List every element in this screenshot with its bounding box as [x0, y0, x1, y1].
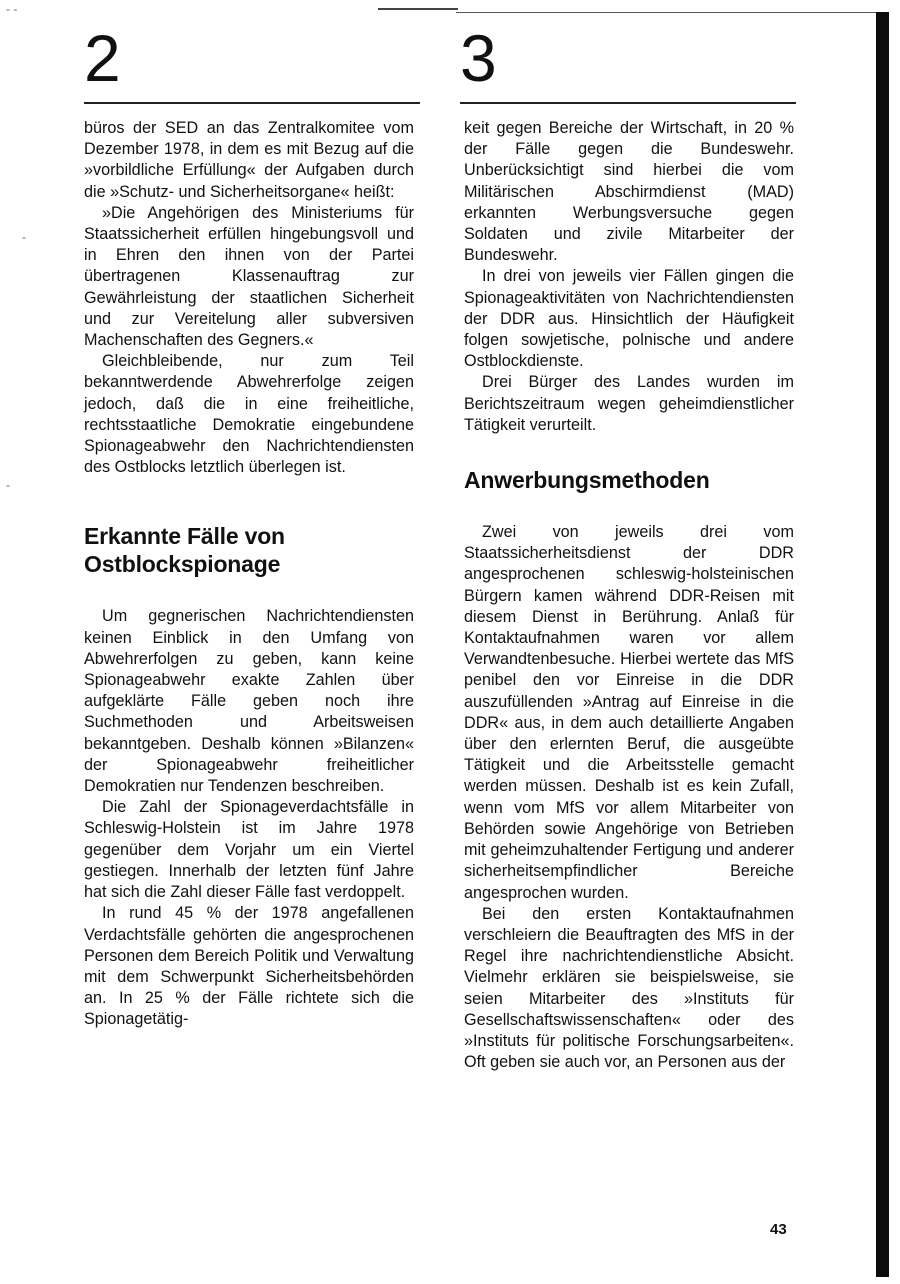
paragraph: Die Zahl der Spionageverdachtsfälle in Schleswig-Holstein ist im Jahre 1978 gegenüber dem Vorjahr um ein Viertel gestiegen. Innerhalb der letzten fünf Jahre hat sich die Zahl dieser Fälle fast verdoppelt.	[84, 798, 414, 902]
left-column	[84, 118, 414, 1031]
paragraph: keit gegen Bereiche der Wirtschaft, in 20 % der Fälle gegen die Bundeswehr. Unberücksichtigt sind hierbei die vom Militärischen Abschirmdienst (MAD) erkannten Werbungsversuche gegen Soldaten und zivile Mitarbeiter der Bundeswehr.	[464, 119, 794, 265]
paragraph: Gleichbleibende, nur zum Teil bekanntwerdende Abwehrerfolge zeigen jedoch, daß die in eine freiheitliche, rechtsstaatliche Demokratie eingebundene Spionageabwehr den Nachrichtendiensten des Ostblocks letztlich überlegen ist.	[84, 352, 414, 477]
paragraph: In drei von jeweils vier Fällen gingen die Spionageaktivitäten von Nachrichtendiensten der DDR aus. Hinsichtlich der Häufigkeit folgen sowjetische, polnische und andere Ostblockdienste.	[464, 267, 794, 371]
margin-mark: - -	[6, 2, 18, 16]
column-number-left: 2	[84, 21, 121, 95]
top-scan-line	[378, 8, 458, 10]
paragraph: Um gegnerischen Nachrichtendiensten keinen Einblick in den Umfang von Abwehrerfolgen zu geben, kann keine Spionageabwehr exakte Zahlen über aufgeklärte Fälle geben noch ihre Suchmethoden und Arbeitsweisen bekanntgeben. Deshalb können »Bilanzen« der Spionageabwehr freiheitlicher Demokratien nur Tendenzen beschreiben.	[84, 607, 414, 796]
page-number: 43	[770, 1221, 787, 1238]
paragraph: In rund 45 % der 1978 angefallenen Verdachtsfälle gehörten die angesprochenen Personen dem Bereich Politik und Verwaltung mit dem Schwerpunkt Sicherheitsbehörden an. In 25 % der Fälle richtete sich die Spionagetätig-	[84, 904, 414, 1029]
paragraph: Bei den ersten Kontaktaufnahmen verschleiern die Beauftragten des MfS in der Regel ihre nachrichtendienstliche Absicht. Vielmehr erklären sie beispielsweise, sie seien Mitarbeiter des »Instituts für Gesellschaftswissenschaften« oder des »Instituts für politische Forschungsarbeiten«. Oft geben sie auch vor, an Personen aus der	[464, 904, 794, 1072]
paragraph: Drei Bürger des Landes wurden im Berichtszeitraum wegen geheimdienstlicher Tätigkeit verurteilt.	[464, 373, 794, 434]
section-heading: Anwerbungsmethoden	[464, 467, 710, 494]
section-heading	[84, 522, 414, 578]
column-rule-left	[84, 102, 420, 104]
column-number-right: 3	[460, 21, 497, 95]
right-column	[464, 118, 794, 1073]
paragraph: Zwei von jeweils drei vom Staatssicherheitsdienst der DDR angesprochenen schleswig-holsteinischen Bürgern kamen während DDR-Reisen mit diesem Dienst in Berührung. Anlaß für Kontaktaufnahmen waren vor allem Verwandtenbesuche. Hierbei wertete das MfS penibel den vor Einreise in die DDR auszufüllenden »Antrag auf Einreise in die DDR« aus, in dem auch detaillierte Angaben über den erlernten Beruf, die ausgeübte Tätigkeit und die Arbeitsstelle gemacht werden müssen. Deshalb ist es kein Zufall, wenn vom MfS vor allem Mitarbeiter von Behörden sowie Angehörige von Betrieben mit geheimzuhaltender Fertigung und anderer sicherheitsempfindlicher Bereiche angesprochen wurden.	[464, 523, 794, 902]
heading-line: Erkannte Fälle von	[84, 523, 285, 550]
scan-edge-bar	[876, 12, 889, 1277]
margin-mark: -	[22, 230, 26, 244]
margin-mark: -	[6, 478, 10, 492]
quote-paragraph: »Die Angehörigen des Ministeriums für Staatssicherheit erfüllen hingebungsvoll und in Ehren den ihnen von der Partei übertragenen Klassenauftrag zur Gewährleistung der staatlichen Sicherheit und zur Vereitelung aller subversiven Machenschaften des Gegners.«	[84, 203, 414, 350]
column-rule-right	[460, 102, 796, 104]
top-scan-line-right	[456, 12, 888, 13]
paragraph: büros der SED an das Zentralkomitee vom Dezember 1978, in dem es mit Bezug auf die »vorbildliche Erfüllung« der Aufgaben durch die »Schutz- und Sicherheitsorgane« heißt:	[84, 119, 414, 201]
heading-line: Ostblockspionage	[84, 551, 281, 578]
